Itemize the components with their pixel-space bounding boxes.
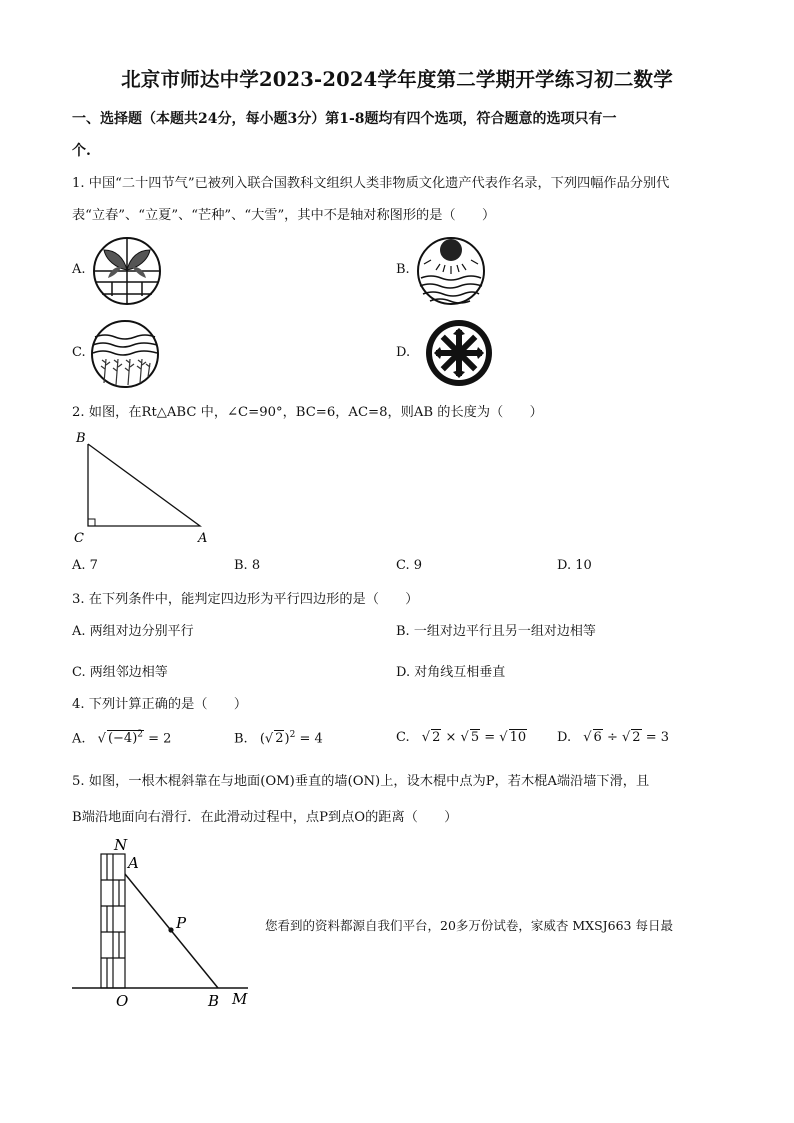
point-b-label: B <box>208 992 220 1010</box>
result: = 3 <box>645 730 669 745</box>
q3-option-b: B. 一组对边平行且另一组对边相等 <box>396 624 596 639</box>
q2-option-c: C. 9 <box>396 558 423 573</box>
q4-option-b: B. (√ 2)$^2$ = 4 <box>234 730 323 747</box>
radicand: 5 <box>470 730 480 745</box>
result: = 4 <box>299 731 323 747</box>
q4-option-c: C. √ 2 × √ 5 = √ 10 <box>396 730 527 745</box>
q1-stem-line2: 表“立春”、“立夏”、“芒种”、“大雪”，其中不是轴对称图形的是（ ） <box>72 208 496 223</box>
radicand: 2 <box>432 730 441 745</box>
q2-option-b: B. 8 <box>234 558 261 573</box>
radicand: 6 <box>593 730 602 745</box>
q4-option-a: A. √ $(-4)^2 = 2$ <box>72 730 172 747</box>
operator: ÷ <box>606 730 618 745</box>
snowflake-icon <box>424 318 494 392</box>
page-title: 北京市师达中学2023-2024学年度第二学期开学练习初二数学 <box>121 68 673 91</box>
point-n-label: N <box>114 836 128 854</box>
radicand: (−4) <box>107 731 138 747</box>
q5-stem-line2: B端沿地面向右滑行．在此滑动过程中，点P到点O的距离（ ） <box>72 810 458 825</box>
q1-option-c-label: C. <box>72 345 86 360</box>
q1-option-b-label: B. <box>396 262 410 277</box>
right-triangle-figure <box>70 426 220 552</box>
close-paren: ) <box>284 731 290 747</box>
vertex-b-label: B <box>76 431 86 446</box>
point-a-label: A <box>128 854 139 872</box>
q3-option-c: C. 两组邻边相等 <box>72 665 168 680</box>
q2-option-a: A. 7 <box>72 558 98 573</box>
q3-stem: 3. 在下列条件中，能判定四边形为平行四边形的是（ ） <box>72 592 419 607</box>
q4-option-d-letter: D. <box>557 730 572 745</box>
result: = 2 <box>148 731 172 747</box>
q4-stem: 4. 下列计算正确的是（ ） <box>72 697 248 712</box>
open-paren: ( <box>259 731 265 747</box>
radicand: 2 <box>275 731 284 747</box>
q1-stem-line1: 1. 中国“二十四节气”已被列入联合国教科文组织人类非物质文化遗产代表作名录，下列四幅作品分别代 <box>72 176 670 191</box>
section-heading-line1: 一、选择题（本题共24分，每小题3分）第1-8题均有四个选项，符合题意的选项只有一 <box>72 111 617 127</box>
radicand: 10 <box>509 730 527 745</box>
vertex-c-label: C <box>74 531 84 546</box>
q2-stem: 2. 如图，在Rt△ABC 中，∠C=90°，BC=6，AC=8，则AB 的长度为（ ） <box>72 405 543 420</box>
exponent: 2 <box>289 730 296 740</box>
q4-option-d: D. √ 6 ÷ √ 2 = 3 <box>557 730 669 745</box>
section-heading-line2: 个. <box>72 143 91 159</box>
vertex-a-label: A <box>198 531 208 546</box>
ladder-wall-figure <box>70 834 260 1018</box>
q5-stem-line1: 5. 如图，一根木棍斜靠在与地面(OM)垂直的墙(ON)上，设木棍中点为P，若木棍A端沿墙下滑，且 <box>72 774 650 789</box>
equals: = <box>484 730 496 745</box>
q4-option-b-letter: B. <box>234 731 248 747</box>
watermark-text: 您看到的资料都源自我们平台，20多万份试卷，家威杏 MXSJ663 每日最 <box>265 918 673 933</box>
point-p-label: P <box>176 914 187 932</box>
q1-option-d-label: D. <box>396 345 411 360</box>
wheat-field-icon <box>90 319 160 393</box>
operator: × <box>445 730 457 745</box>
sunrise-icon <box>416 236 486 310</box>
q3-option-a: A. 两组对边分别平行 <box>72 624 194 639</box>
q3-option-d: D. 对角线互相垂直 <box>396 665 506 680</box>
q2-option-d: D. 10 <box>557 558 592 573</box>
q4-option-c-letter: C. <box>396 730 410 745</box>
sprout-icon <box>92 236 162 310</box>
point-m-label: M <box>232 990 248 1008</box>
q1-option-a-label: A. <box>72 262 86 277</box>
radicand: 2 <box>632 730 641 745</box>
exponent: 2 <box>137 730 144 740</box>
q4-option-a-letter: A. <box>72 731 86 747</box>
point-o-label: O <box>116 992 129 1010</box>
